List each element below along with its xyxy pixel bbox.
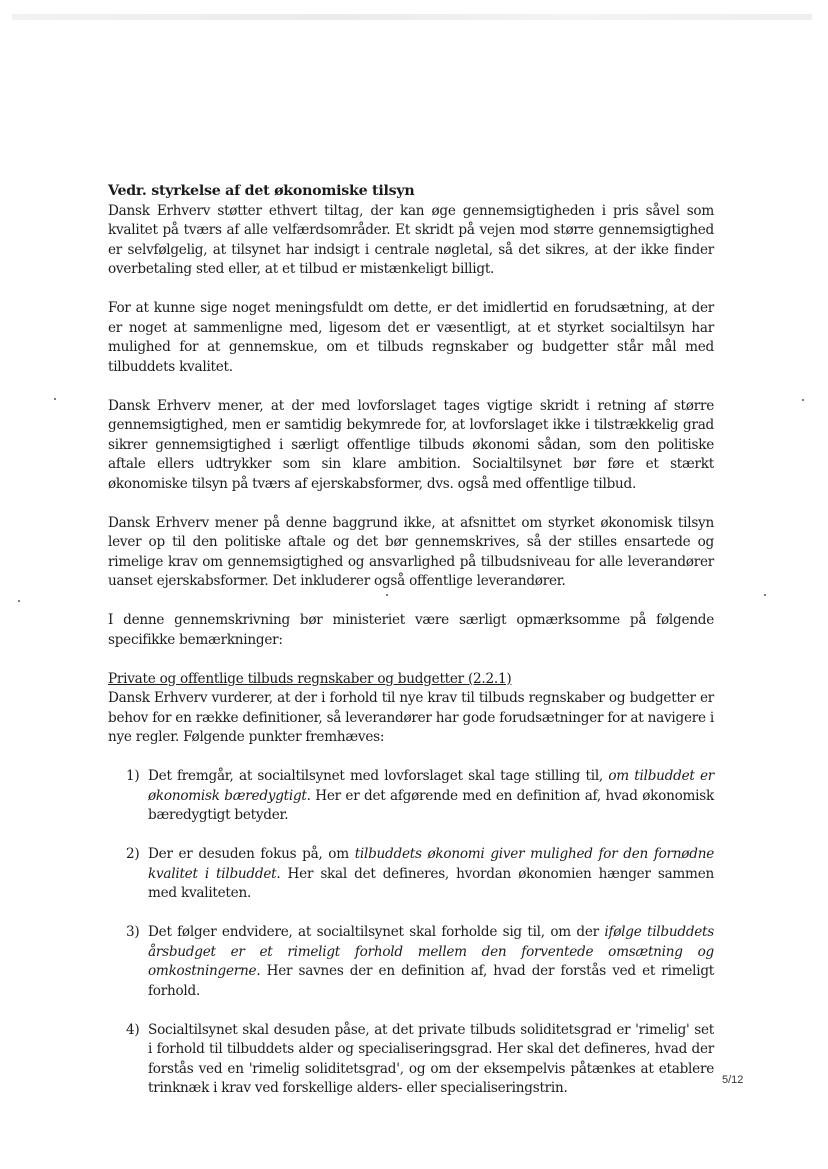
list-item [108, 1021, 714, 1099]
scan-speck [764, 594, 766, 596]
list-item [108, 923, 714, 1001]
list-item-text: Der er desuden fokus på, om [148, 846, 355, 862]
list-item-text-end: . Her savnes der en definition af, hvad der forstås ved et rimeligt forhold. [148, 963, 714, 999]
list-item-text: Det fremgår, at socialtilsynet med lovforslaget skal tage stilling til, [148, 768, 609, 784]
paragraph-1: Dansk Erhverv støtter ethvert tiltag, der kan øge gennemsigtigheden i pris såvel som kvalitet på tværs af alle velfærdsområder. Et skridt på vejen mod større gennemsigtighed er selvfølgelig, at tilsynet har indsigt i centrale nøgletal, så det sikres, at der ikke finder overbetaling sted eller, at et tilbud er mistænkeligt billigt. [108, 202, 714, 277]
paragraph-2: For at kunne sige noget meningsfuldt om dette, er det imidlertid en forudsætning, at der er noget at sammenligne med, ligesom det er væsentligt, at et styrket socialtilsyn har mulighed for at gennemskue, om et tilbuds regnskaber og budgetter står mål med tilbuddets kvalitet. [108, 300, 714, 375]
remarks-list [108, 767, 714, 1099]
list-item-number: 4) [126, 1021, 140, 1038]
subsection-title: Private og offentlige tilbuds regnskaber og budgetter (2.2.1) [108, 670, 512, 687]
list-item-emphasis: ifølge tilbuddets årsbudget er et rimeligt forhold mellem den forventede omsætning og omkostningerne [148, 924, 714, 979]
list-item-text: Det følger endvidere, at socialtilsynet skal forholde sig til, om der [148, 924, 605, 940]
list-item-number: 3) [126, 924, 140, 940]
list-item [108, 767, 714, 826]
list-item-text: Socialtilsynet skal desuden påse, at det private tilbuds soliditetsgrad er 'rimelig' set i forhold til tilbuddets alder og specialiseringsgrad. Her skal det defineres, hvad der forstås ved en 'rimelig soliditetsgrad', og om der eksempelvis påtænkes at etablere trinknæk i krav ved forskellige alders- eller specialiseringstrin. [148, 1021, 714, 1096]
subsection-intro: Dansk Erhverv vurderer, at der i forhold til nye krav til tilbuds regnskaber og budgetter er behov for en række definitioner, så leverandører har gode forudsætninger for at navigere i nye regler. Følgende punkter fremhæves: [108, 690, 714, 745]
scan-speck [54, 398, 56, 400]
list-item-text-end: . Her er det afgørende med en definition af, hvad økonomisk bæredygtigt betyder. [148, 787, 714, 823]
section-heading: Vedr. styrkelse af det økonomiske tilsyn [108, 183, 415, 199]
list-item-number: 2) [126, 846, 140, 862]
scan-speck [802, 399, 804, 401]
scan-speck [18, 600, 20, 602]
scan-speck [386, 594, 388, 596]
scan-header-artifact [12, 14, 812, 20]
list-item-emphasis: om tilbuddet er økonomisk bæredygtigt [148, 768, 714, 804]
list-item-emphasis: tilbuddets økonomi giver mulighed for den fornødne kvalitet i tilbuddet [148, 846, 714, 882]
list-item-text-end: . Her skal det defineres, hvordan økonomien hænger sammen med kvaliteten. [148, 865, 714, 901]
list-item [108, 845, 714, 904]
paragraph-4: Dansk Erhverv mener på denne baggrund ikke, at afsnittet om styrket økonomisk tilsyn lever op til den politiske aftale og det bør gennemskrives, så der stilles ensartede og rimelige krav om gennemsigtighed og ansvarlighed på tilbudsniveau for alle leverandører uanset ejerskabsformer. Det inkluderer også offentlige leverandører. [108, 514, 714, 589]
list-item-number: 1) [126, 768, 140, 784]
paragraph-3: Dansk Erhverv mener, at der med lovforslaget tages vigtige skridt i retning af større gennemsigtighed, men er samtidig bekymrede for, at lovforslaget ikke i tilstrækkelig grad sikrer gennemsigtighed i særligt offentlige tilbuds økonomi sådan, som den politiske aftale ellers udtrykker som sin klare ambition. Socialtilsynet bør føre et stærkt økonomiske tilsyn på tværs af ejerskabsformer, dvs. også med offentlige tilbud. [108, 397, 714, 492]
page-number: 5/12 [722, 1074, 744, 1086]
paragraph-5: I denne gennemskrivning bør ministeriet være særligt opmærksomme på følgende specifikke bemærkninger: [108, 612, 714, 648]
document-body [108, 182, 714, 1118]
